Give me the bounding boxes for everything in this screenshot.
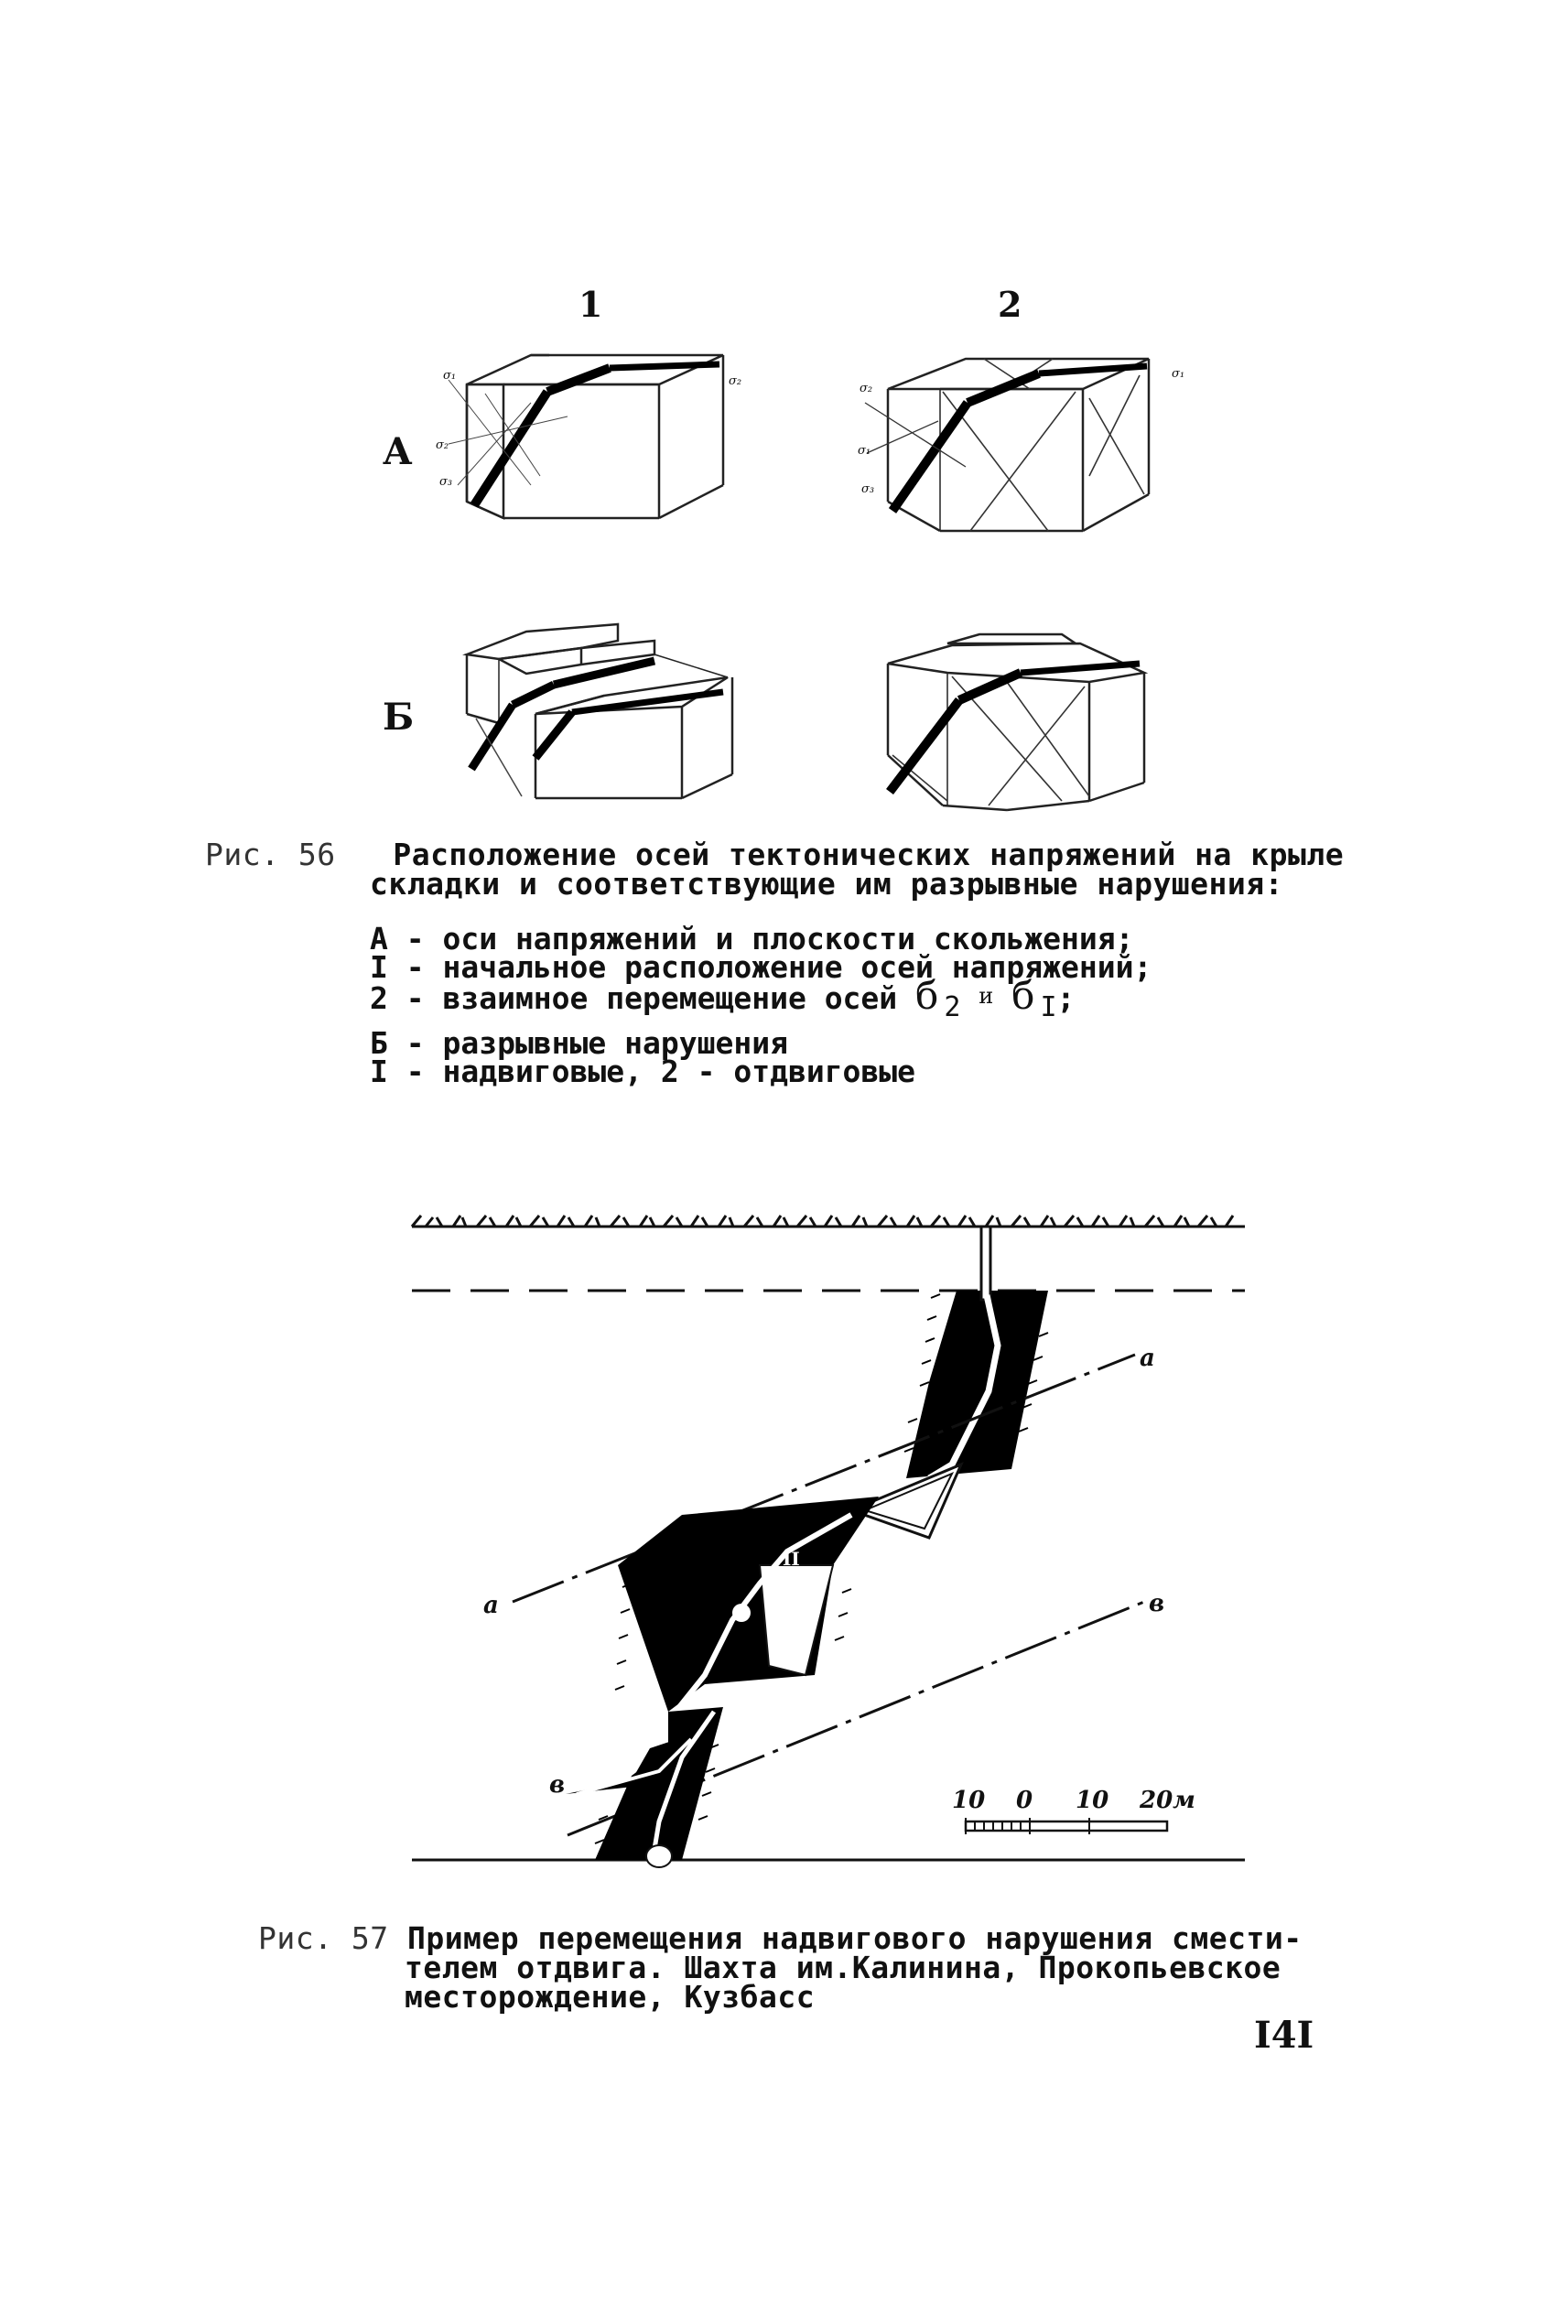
fig57-caption-number: Рис. 57 — [258, 1920, 389, 1956]
label-a-left: a — [483, 1592, 499, 1619]
label-a-right: a — [1140, 1345, 1155, 1372]
stress-label-a2-1: σ₂ — [860, 382, 873, 395]
legend-a-line-3-text: 2 - взаимное перемещение осей — [370, 980, 898, 1016]
legend-a-line-1: А - оси напряжений и плоскости скольжения; — [370, 921, 1134, 957]
label-v-right: в — [1149, 1590, 1165, 1617]
fig57-caption-line-1: Пример перемещения надвигового нарушения смести- — [406, 1920, 1303, 1956]
fig57-caption-line-3: месторождение, Кузбасс — [405, 1979, 816, 2015]
fig56-legend-a — [370, 921, 1152, 1023]
label-roman-ii: II — [783, 1548, 800, 1570]
block-diagram-a1 — [430, 348, 760, 540]
fault-cross-section — [357, 1199, 1300, 1876]
block-diagram-b2 — [860, 618, 1199, 828]
fig56-caption-line-2: складки и соответствующие им разрывные нарушения: — [370, 866, 1284, 902]
block-diagram-b1 — [444, 604, 764, 815]
row-label-b: Б — [383, 696, 415, 739]
scale-label-10-left: 10 — [952, 1787, 986, 1814]
stress-label-a1-3: σ₂ — [436, 438, 449, 452]
block-diagram-a2 — [847, 348, 1213, 549]
stress-label-a2-2: σ₁ — [858, 444, 871, 458]
fig56-caption-line-1: Расположение осей тектонических напряжений на крыле — [393, 837, 1345, 872]
legend-a-end: ; — [1056, 980, 1076, 1016]
fig56-caption-number: Рис. 56 — [205, 837, 336, 872]
fig57-caption — [258, 1920, 1303, 2015]
coal-seam-middle — [615, 1497, 879, 1721]
label-v-left: в — [549, 1771, 566, 1799]
stress-label-a1-1: σ₁ — [443, 369, 457, 383]
surface-soil — [412, 1216, 1245, 1227]
legend-a-line-3 — [370, 973, 1152, 1023]
stress-label-a1-2: σ₂ — [729, 374, 742, 388]
scale-label-0: 0 — [1016, 1787, 1033, 1814]
sigma2-subscript: 2 — [944, 991, 961, 1023]
sigma2-symbol: б — [915, 973, 939, 1018]
row-label-a: А — [383, 430, 413, 473]
stress-label-a1-4: σ₃ — [439, 475, 453, 489]
legend-and: и — [979, 983, 994, 1009]
coal-seam-lower — [566, 1707, 723, 1867]
legend-b-line-2: I - надвиговые, 2 - отдвиговые — [370, 1054, 916, 1089]
column-label-1: 1 — [579, 284, 603, 325]
fig56-caption — [205, 837, 1345, 902]
stress-label-a2-4: σ₁ — [1172, 367, 1185, 381]
coal-seam-upper — [904, 1227, 1048, 1478]
sigma1-symbol: б — [1011, 973, 1035, 1018]
legend-b-line-1: Б - разрывные нарушения — [370, 1025, 788, 1061]
scale-bar — [952, 1787, 1195, 1834]
scale-label-10-right: 10 — [1076, 1787, 1109, 1814]
sigma1-subscript: I — [1040, 991, 1057, 1023]
fig57-caption-line-2: телем отдвига. Шахта им.Калинина, Прокопьевское — [405, 1950, 1281, 1985]
column-label-2: 2 — [998, 284, 1022, 325]
stress-label-a2-3: σ₃ — [861, 482, 875, 496]
legend-a-line-2: I - начальное расположение осей напряжений; — [370, 949, 1152, 985]
scale-label-20m: 20м — [1140, 1787, 1195, 1814]
fig56-legend-b — [370, 1025, 916, 1089]
page-number: I4I — [1254, 2014, 1314, 2057]
